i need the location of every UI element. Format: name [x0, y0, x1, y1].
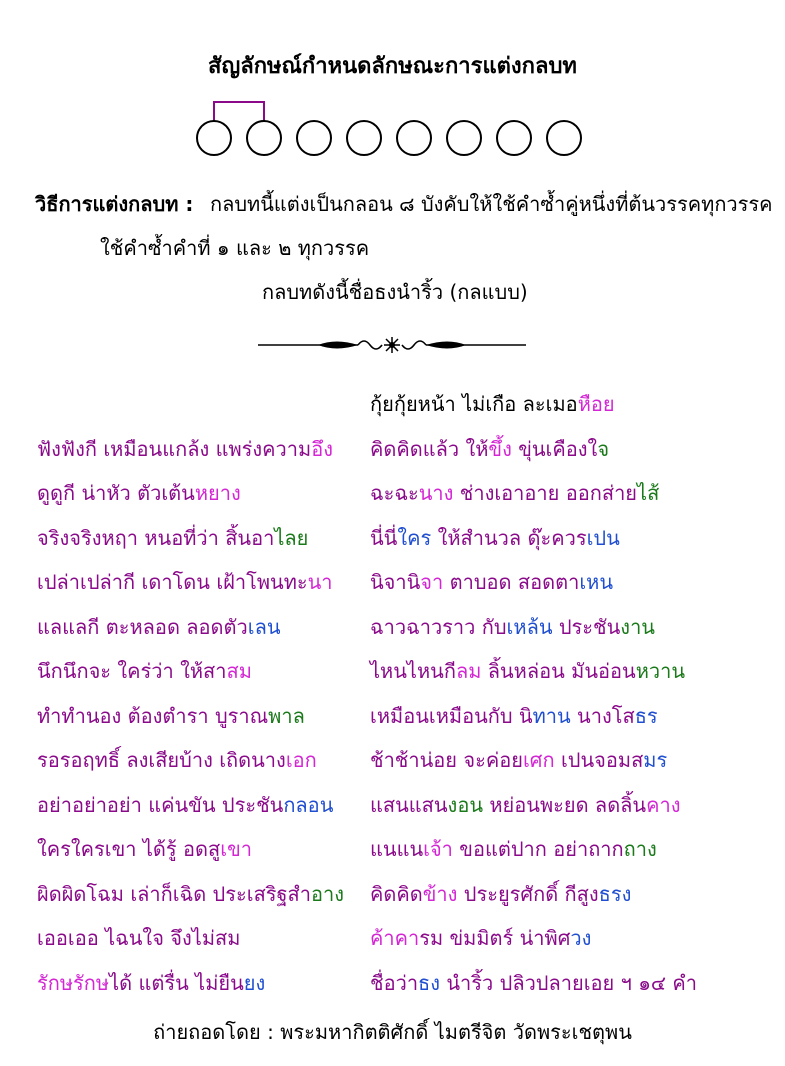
verse-fragment: งอน [447, 792, 483, 817]
verse-second-half [370, 878, 631, 910]
verse-fragment: ดูดูกี น่าหัว ตัวเต้น [37, 481, 195, 505]
verse-fragment: หือย [577, 392, 615, 416]
verse-fragment: ทำทำนอง ต้องตำรา บูราณ [37, 703, 269, 728]
syllable-circle [497, 121, 531, 155]
verse-second-half [370, 433, 609, 465]
verse-fragment: รม ข่มมิตร์ น่าพิศ [419, 926, 571, 950]
metre-diagram [190, 96, 590, 158]
verse-fragment: มร [643, 748, 668, 772]
verse-fragment: จา [420, 570, 444, 594]
verse-fragment: เอก [285, 748, 317, 772]
verse-fragment: เศก [522, 748, 555, 772]
verse-fragment: สม [226, 659, 252, 683]
verse-fragment: เจ้า [423, 837, 453, 861]
verse-fragment: อึง [311, 436, 333, 461]
verse-fragment: ใครใครเขา ได้รู้ อดสู [37, 837, 221, 861]
verse-fragment: ชื่อว่า [370, 970, 419, 995]
verse-fragment: ฟังฟังกี เหมือนแกล้ง แพร่งความ [37, 436, 312, 461]
verse-fragment: แสนแสน [370, 792, 448, 817]
verse-fragment: ขึ้ง [488, 436, 512, 461]
credit-line: ถ่ายถอดโดย : พระมหากิตติศักดิ์ ไมตรีจิต วัดพระเชตุพน [153, 1020, 632, 1044]
verse-fragment: วง [570, 926, 592, 950]
syllable-circle [197, 121, 231, 155]
verse-second-half [370, 522, 620, 554]
syllable-circle [397, 121, 431, 155]
verse-fragment: เออเออ ไฉนใจ จึงไม่สม [37, 926, 241, 950]
verse-second-half [370, 566, 613, 598]
verse-fragment: ได้ แต่รื่น ไม่ยืน [109, 970, 244, 995]
verse-fragment: นึกนึกจะ ใคร่ว่า ให้สา [37, 659, 227, 683]
verse-fragment: ข้าง [422, 881, 458, 906]
syllable-circle [547, 121, 581, 155]
verse-fragment: หย่อนพะยด ลดลิ้น [483, 792, 647, 817]
verse-fragment: ตาบอด สอดตา [443, 570, 580, 594]
ornament-divider [258, 334, 526, 356]
verse-first-half [37, 744, 317, 776]
verse-second-half [370, 922, 591, 954]
verse-first-half [37, 611, 281, 643]
verse-fragment: รอรอฤทธิ์ ลงเสียบ้าง เถิดนาง [37, 748, 286, 772]
verse-second-half [370, 611, 655, 643]
verse-first-half [37, 967, 265, 999]
verse-first-half [37, 700, 305, 732]
poem-name: กลบทดังนี้ชื่อธงนำริ้ว (กลแบบ) [262, 280, 528, 304]
syllable-circle [347, 121, 381, 155]
verse-fragment: ลม [455, 659, 482, 683]
method-text: กลบทนี้แต่งเป็นกลอน ๘ บังคับให้ใช้คำซ้ำคู่หนึ่งที่ต้นวรรคทุกวรรค [210, 192, 773, 216]
verse-fragment: ช่างเอาอาย ออกส่าย [453, 481, 638, 505]
verse-second-half [370, 388, 615, 420]
verse-fragment: ธร [634, 703, 658, 728]
verse-first-half [37, 789, 333, 821]
verse-fragment: เหมือนเหมือนกับ นิ [370, 703, 533, 728]
verse-first-half [37, 522, 308, 554]
verse-fragment: ลิ้นหล่อน มันอ่อน [481, 659, 636, 683]
verse-fragment: ประชัน [552, 614, 621, 639]
verse-second-half [370, 700, 658, 732]
repeat-link-bracket [214, 102, 264, 121]
page-title: สัญลักษณ์กำหนดลักษณะการแต่งกลบท [208, 54, 577, 79]
verse-fragment: งาน [620, 614, 655, 639]
verse-fragment: นี่นี่ [370, 525, 398, 550]
verse-fragment: ฉาวฉาวราว กับ [370, 614, 507, 639]
verse-fragment: หวาน [635, 659, 686, 683]
verse-first-half [37, 655, 252, 687]
verse-fragment: นา [307, 570, 333, 594]
verse-fragment: คาง [646, 792, 681, 817]
verse-fragment: กุ้ยกุ้ยหน้า ไม่เกือ ละเมอ [370, 392, 578, 416]
verse-fragment: ทาน [532, 703, 571, 728]
verse-second-half [370, 833, 657, 865]
verse-fragment: จ [597, 436, 610, 461]
verse-fragment: เลน [247, 614, 281, 639]
verse-fragment: ฉะฉะ [370, 481, 419, 505]
verse-first-half [37, 566, 333, 598]
verse-fragment: ไลย [274, 525, 309, 550]
verse-first-half [37, 433, 333, 465]
verse-first-half [37, 922, 240, 954]
verse-first-half [37, 477, 241, 509]
syllable-circle [297, 121, 331, 155]
verse-fragment: ธรง [598, 881, 632, 906]
verse-first-half [37, 833, 252, 865]
verse-first-half [37, 878, 344, 910]
verse-fragment: เหล้น [506, 614, 553, 639]
verse-second-half [370, 477, 659, 509]
verse-second-half [370, 789, 680, 821]
verse-fragment: ยง [243, 970, 266, 995]
verse-fragment: นางโส [570, 703, 635, 728]
verse-fragment: คิดคิดแล้ว ให้ [370, 436, 489, 461]
method-heading: วิธีการแต่งกลบท : [35, 192, 194, 216]
verse-fragment: เปนจอมส [554, 748, 644, 772]
verse-fragment: รักษรักษ [37, 970, 110, 995]
verse-fragment: นาง [418, 481, 454, 505]
verse-fragment: เปล่าเปล่ากี เดาโดน เฝ้าโพนทะ [37, 570, 308, 594]
verse-fragment: เหน [579, 570, 614, 594]
verse-fragment: ผิดผิดโฉม เล่าก็เฉิด ประเสริฐสำ [37, 881, 311, 906]
verse-fragment: กลอน [283, 792, 334, 817]
verse-fragment: ไส้ [637, 481, 660, 505]
verse-second-half [370, 655, 685, 687]
verse-second-half [370, 744, 667, 776]
verse-fragment: นำริ้ว ปลิวปลายเอย ฯ ๑๔ คำ [440, 970, 698, 995]
verse-fragment: พาล [268, 703, 305, 728]
verse-fragment: ขอแต่ปาก อย่าถาก [452, 837, 624, 861]
syllable-circle [447, 121, 481, 155]
verse-fragment: ธง [418, 970, 441, 995]
syllable-circle [247, 121, 281, 155]
verse-fragment: ให้สำนวล ดุ๊ะควร [431, 525, 587, 550]
verse-fragment: แนแน [370, 837, 424, 861]
verse-fragment: เปน [586, 525, 620, 550]
verse-fragment: ช้าช้าน่อย จะค่อย [370, 748, 523, 772]
verse-fragment: ขุ่นเคืองใ [511, 436, 598, 461]
verse-fragment: ใคร [397, 525, 432, 550]
verse-fragment: จริงจริงหฤา หนอที่ว่า สิ้นอา [37, 525, 275, 550]
verse-fragment: คิดคิด [370, 881, 423, 906]
verse-fragment: อาง [311, 881, 345, 906]
verse-fragment: เขา [220, 837, 252, 861]
verse-fragment: ไหนไหนกี [370, 659, 456, 683]
verse-fragment: ประยูรศักดิ์ กีสูง [457, 881, 599, 906]
verse-fragment: ค้าคา [370, 926, 420, 950]
verse-second-half [370, 967, 697, 999]
method-text-2: ใช้คำซ้ำคำที่ ๑ และ ๒ ทุกวรรค [100, 236, 370, 260]
verse-fragment: หยาง [194, 481, 241, 505]
verse-fragment: ถาง [623, 837, 657, 861]
verse-fragment: แลแลกี ตะหลอด ลอดตัว [37, 614, 248, 639]
verse-fragment: อย่าอย่าอย่า แค่นขัน ประชัน [37, 792, 284, 817]
verse-fragment: นิจานิ [370, 570, 421, 594]
